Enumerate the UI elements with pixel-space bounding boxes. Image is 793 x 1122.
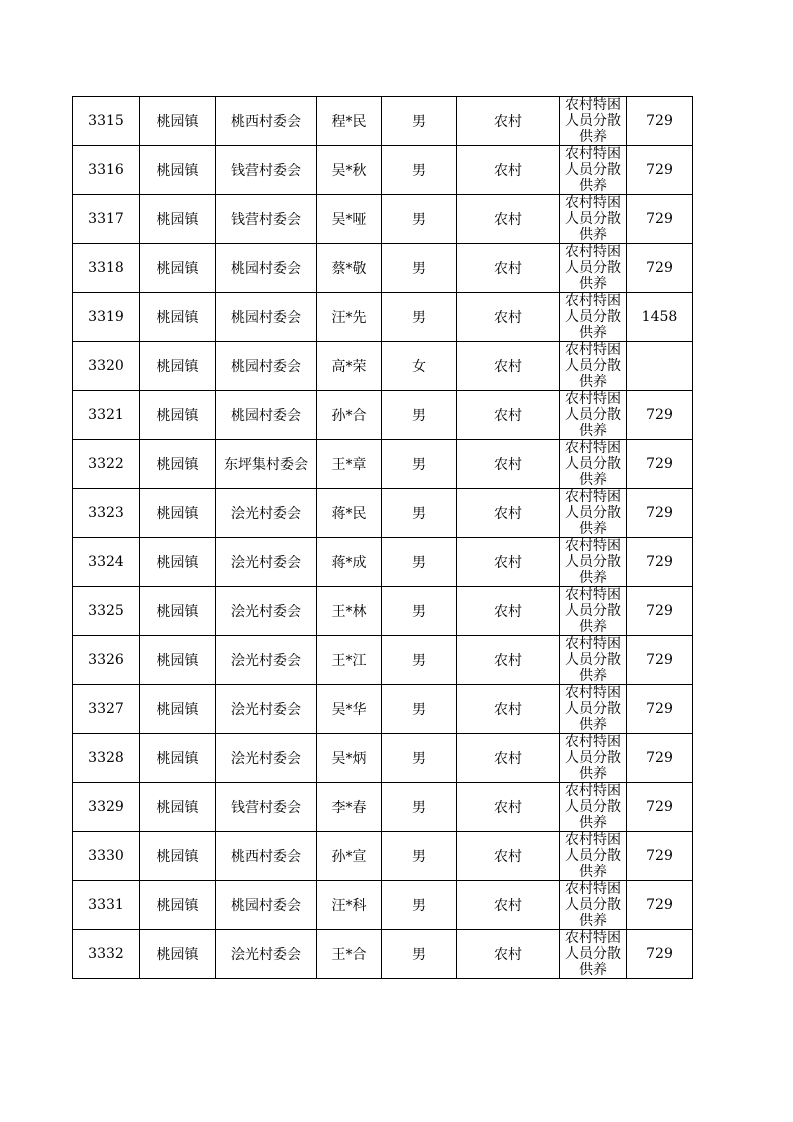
table-row [73,146,693,195]
serial-number-cell: 3323 [73,489,140,538]
serial-number-cell: 3325 [73,587,140,636]
village-cell: 桃西村委会 [216,97,317,146]
category-cell [560,685,627,734]
amount-cell: 729 [627,636,693,685]
person-name-cell: 王*章 [317,440,382,489]
area-type-cell: 农村 [457,391,560,440]
amount-cell: 729 [627,391,693,440]
person-name-cell: 蒋*成 [317,538,382,587]
amount-cell: 729 [627,244,693,293]
category-text: 农村特困人员分散供养 [565,489,621,537]
category-text: 农村特困人员分散供养 [565,440,621,488]
gender-cell: 男 [382,930,457,979]
village-cell: 桃园村委会 [216,293,317,342]
serial-number-cell: 3320 [73,342,140,391]
table-row [73,391,693,440]
serial-number-cell: 3326 [73,636,140,685]
village-cell: 桃园村委会 [216,391,317,440]
village-cell: 桃园村委会 [216,244,317,293]
gender-cell: 男 [382,538,457,587]
person-name-cell: 孙*合 [317,391,382,440]
category-text: 农村特困人员分散供养 [565,783,621,831]
amount-cell: 729 [627,832,693,881]
table-row [73,97,693,146]
table-row [73,881,693,930]
serial-number-cell: 3319 [73,293,140,342]
area-type-cell: 农村 [457,734,560,783]
amount-cell: 729 [627,97,693,146]
table-row [73,636,693,685]
person-name-cell: 蒋*民 [317,489,382,538]
person-name-cell: 孙*宣 [317,832,382,881]
category-cell [560,930,627,979]
area-type-cell: 农村 [457,587,560,636]
category-cell [560,195,627,244]
area-type-cell: 农村 [457,636,560,685]
gender-cell: 男 [382,685,457,734]
table-row [73,195,693,244]
village-cell: 浍光村委会 [216,685,317,734]
amount-cell: 729 [627,195,693,244]
table-row [73,293,693,342]
category-text: 农村特困人员分散供养 [565,881,621,929]
area-type-cell: 农村 [457,832,560,881]
area-type-cell: 农村 [457,881,560,930]
town-cell: 桃园镇 [140,538,216,587]
category-cell [560,293,627,342]
gender-cell: 男 [382,440,457,489]
gender-cell: 男 [382,783,457,832]
town-cell: 桃园镇 [140,244,216,293]
amount-cell: 729 [627,587,693,636]
village-cell: 浍光村委会 [216,734,317,783]
table-row [73,538,693,587]
person-name-cell: 汪*科 [317,881,382,930]
area-type-cell: 农村 [457,783,560,832]
person-name-cell: 吴*秋 [317,146,382,195]
category-text: 农村特困人员分散供养 [565,832,621,880]
table-row [73,440,693,489]
category-text: 农村特困人员分散供养 [565,391,621,439]
category-cell [560,734,627,783]
village-cell: 桃园村委会 [216,342,317,391]
category-text: 农村特困人员分散供养 [565,685,621,733]
gender-cell: 男 [382,195,457,244]
town-cell: 桃园镇 [140,391,216,440]
serial-number-cell: 3321 [73,391,140,440]
person-name-cell: 汪*先 [317,293,382,342]
town-cell: 桃园镇 [140,832,216,881]
category-text: 农村特困人员分散供养 [565,97,621,145]
category-cell [560,440,627,489]
serial-number-cell: 3315 [73,97,140,146]
person-name-cell: 吴*炳 [317,734,382,783]
village-cell: 钱营村委会 [216,195,317,244]
town-cell: 桃园镇 [140,930,216,979]
town-cell: 桃园镇 [140,195,216,244]
amount-cell: 729 [627,685,693,734]
table-row [73,587,693,636]
category-cell [560,342,627,391]
table-row [73,734,693,783]
serial-number-cell: 3327 [73,685,140,734]
gender-cell: 男 [382,244,457,293]
category-text: 农村特困人员分散供养 [565,146,621,194]
area-type-cell: 农村 [457,293,560,342]
amount-cell: 729 [627,881,693,930]
town-cell: 桃园镇 [140,636,216,685]
category-text: 农村特困人员分散供养 [565,636,621,684]
amount-cell: 729 [627,489,693,538]
serial-number-cell: 3324 [73,538,140,587]
serial-number-cell: 3317 [73,195,140,244]
town-cell: 桃园镇 [140,97,216,146]
town-cell: 桃园镇 [140,489,216,538]
serial-number-cell: 3316 [73,146,140,195]
person-name-cell: 李*春 [317,783,382,832]
gender-cell: 男 [382,881,457,930]
person-name-cell: 王*江 [317,636,382,685]
village-cell: 东坪集村委会 [216,440,317,489]
table-row [73,342,693,391]
gender-cell: 男 [382,146,457,195]
gender-cell: 男 [382,587,457,636]
serial-number-cell: 3318 [73,244,140,293]
amount-cell: 729 [627,538,693,587]
gender-cell: 男 [382,293,457,342]
category-cell [560,538,627,587]
table-row [73,244,693,293]
amount-cell: 1458 [627,293,693,342]
gender-cell: 男 [382,832,457,881]
gender-cell: 男 [382,97,457,146]
village-cell: 浍光村委会 [216,489,317,538]
amount-cell: 729 [627,783,693,832]
category-cell [560,244,627,293]
category-text: 农村特困人员分散供养 [565,734,621,782]
gender-cell: 男 [382,636,457,685]
person-name-cell: 蔡*敬 [317,244,382,293]
town-cell: 桃园镇 [140,734,216,783]
category-cell [560,832,627,881]
table-row [73,489,693,538]
area-type-cell: 农村 [457,489,560,538]
village-cell: 桃园村委会 [216,881,317,930]
serial-number-cell: 3332 [73,930,140,979]
category-cell [560,881,627,930]
village-cell: 桃西村委会 [216,832,317,881]
area-type-cell: 农村 [457,146,560,195]
area-type-cell: 农村 [457,195,560,244]
serial-number-cell: 3328 [73,734,140,783]
category-text: 农村特困人员分散供养 [565,587,621,635]
table-body [73,97,693,979]
serial-number-cell: 3330 [73,832,140,881]
category-text: 农村特困人员分散供养 [565,930,621,978]
area-type-cell: 农村 [457,97,560,146]
town-cell: 桃园镇 [140,881,216,930]
village-cell: 浍光村委会 [216,930,317,979]
category-text: 农村特困人员分散供养 [565,195,621,243]
village-cell: 浍光村委会 [216,636,317,685]
town-cell: 桃园镇 [140,293,216,342]
gender-cell: 女 [382,342,457,391]
person-name-cell: 高*荣 [317,342,382,391]
village-cell: 浍光村委会 [216,587,317,636]
records-table [72,96,693,979]
amount-cell: 729 [627,440,693,489]
gender-cell: 男 [382,734,457,783]
category-cell [560,146,627,195]
town-cell: 桃园镇 [140,342,216,391]
amount-cell: 729 [627,734,693,783]
village-cell: 浍光村委会 [216,538,317,587]
serial-number-cell: 3329 [73,783,140,832]
village-cell: 钱营村委会 [216,146,317,195]
amount-cell: 729 [627,146,693,195]
area-type-cell: 农村 [457,244,560,293]
table-row [73,930,693,979]
category-cell [560,783,627,832]
amount-cell [627,342,693,391]
table-row [73,685,693,734]
person-name-cell: 王*林 [317,587,382,636]
category-cell [560,587,627,636]
area-type-cell: 农村 [457,930,560,979]
amount-cell: 729 [627,930,693,979]
town-cell: 桃园镇 [140,587,216,636]
person-name-cell: 王*合 [317,930,382,979]
category-cell [560,97,627,146]
serial-number-cell: 3322 [73,440,140,489]
area-type-cell: 农村 [457,685,560,734]
town-cell: 桃园镇 [140,146,216,195]
category-text: 农村特困人员分散供养 [565,342,621,390]
area-type-cell: 农村 [457,538,560,587]
category-text: 农村特困人员分散供养 [565,538,621,586]
table-row [73,783,693,832]
town-cell: 桃园镇 [140,783,216,832]
area-type-cell: 农村 [457,342,560,391]
category-text: 农村特困人员分散供养 [565,293,621,341]
person-name-cell: 吴*哑 [317,195,382,244]
category-cell [560,636,627,685]
person-name-cell: 程*民 [317,97,382,146]
town-cell: 桃园镇 [140,685,216,734]
serial-number-cell: 3331 [73,881,140,930]
gender-cell: 男 [382,489,457,538]
table-row [73,832,693,881]
category-text: 农村特困人员分散供养 [565,244,621,292]
category-cell [560,489,627,538]
person-name-cell: 吴*华 [317,685,382,734]
village-cell: 钱营村委会 [216,783,317,832]
town-cell: 桃园镇 [140,440,216,489]
category-cell [560,391,627,440]
area-type-cell: 农村 [457,440,560,489]
gender-cell: 男 [382,391,457,440]
